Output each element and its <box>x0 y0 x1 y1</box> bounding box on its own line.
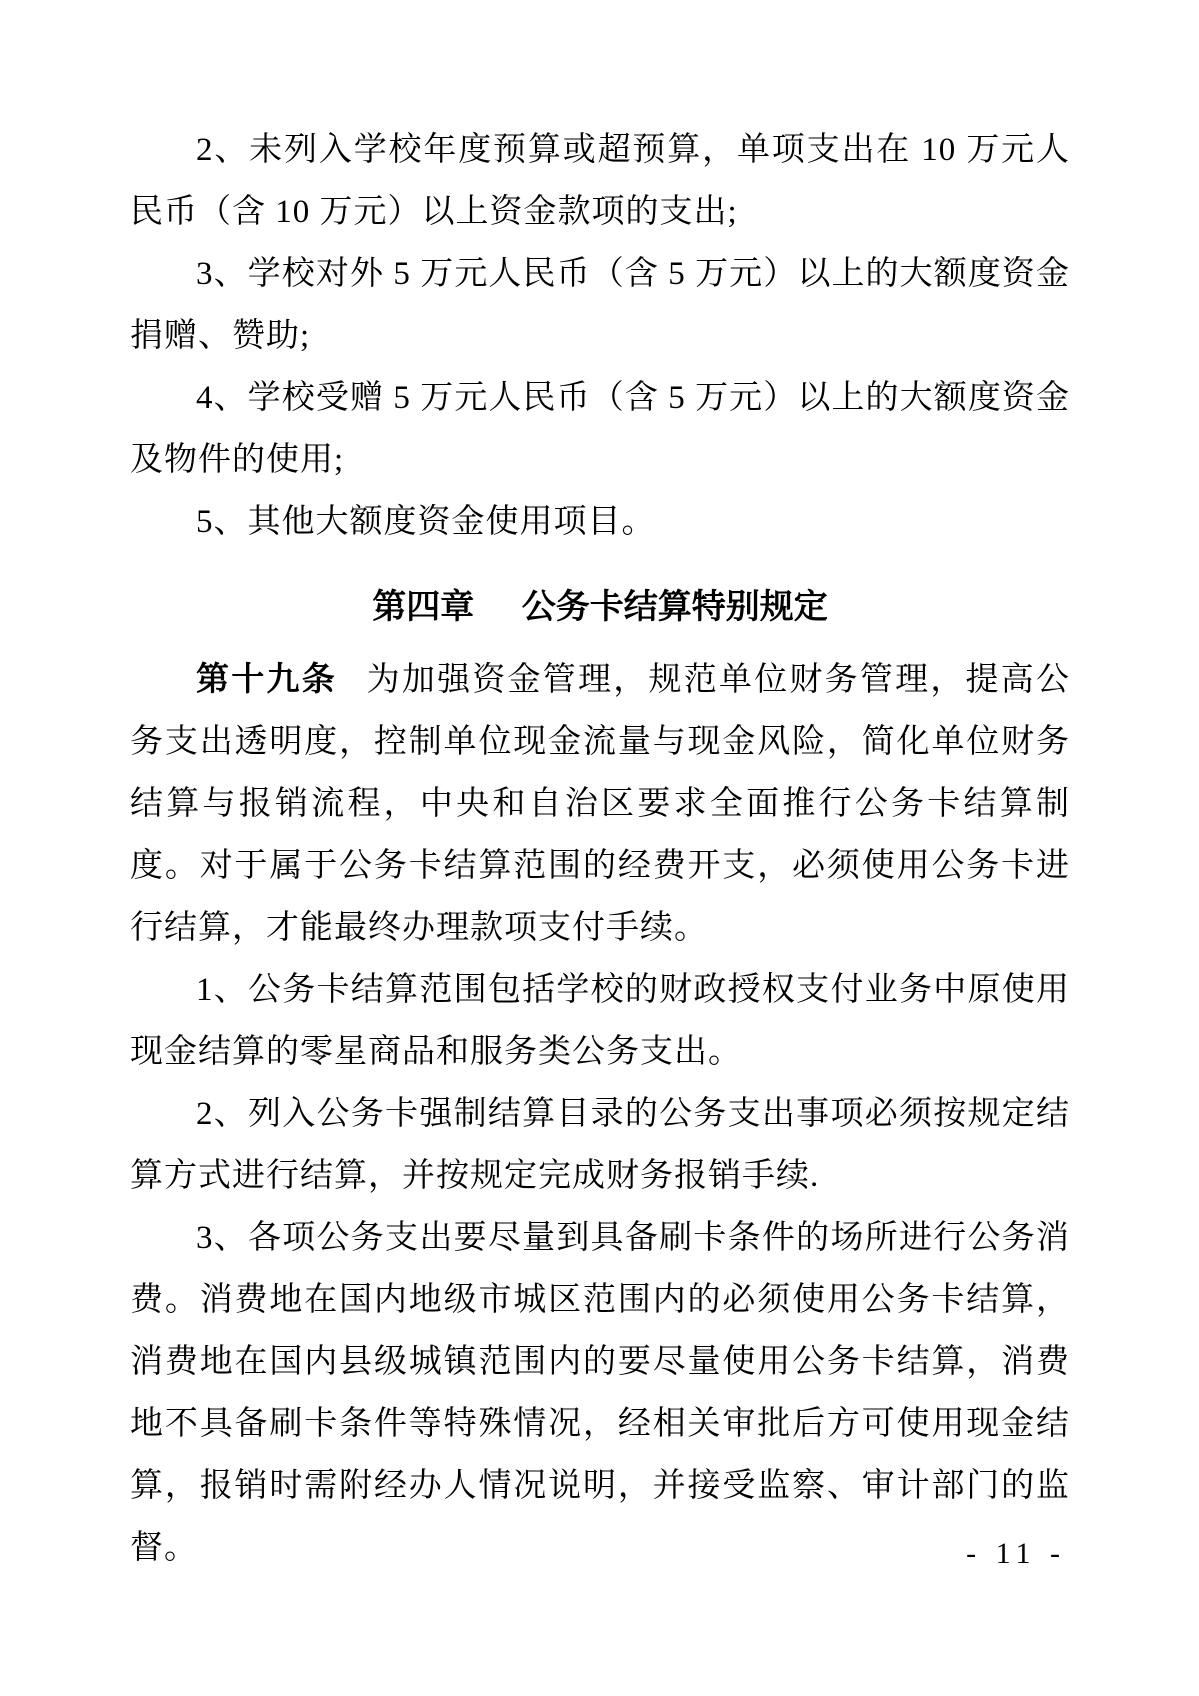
list-item: 2、未列入学校年度预算或超预算，单项支出在 10 万元人民币（含 10 万元）以上资金款项的支出; <box>130 132 1070 230</box>
article-paragraph <box>130 649 1070 959</box>
list-item: 3、学校对外 5 万元人民币（含 5 万元）以上的大额度资金捐赠、赞助; <box>130 256 1070 354</box>
chapter-number: 第四章 <box>372 589 475 626</box>
list-item: 2、列入公务卡强制结算目录的公务支出事项必须按规定结算方式进行结算，并按规定完成财务报销手续. <box>130 1096 1070 1194</box>
list-item: 1、公务卡结算范围包括学校的财政授权支付业务中原使用现金结算的零星商品和服务类公务支出。 <box>130 972 1070 1070</box>
page-number: - 11 - <box>966 1537 1066 1570</box>
chapter-heading <box>130 577 1070 639</box>
document-body <box>130 119 1070 1579</box>
chapter-title: 公务卡结算特别规定 <box>521 589 828 626</box>
list-item: 5、其他大额度资金使用项目。 <box>196 504 656 540</box>
article-text: 为加强资金管理，规范单位财务管理，提高公务支出透明度，控制单位现金流量与现金风险，简化单位财务结算与报销流程，中央和自治区要求全面推行公务卡结算制度。对于属于公务卡结算范围的经费开支，必须使用公务卡进行结算，才能最终办理款项支付手续。 <box>130 662 1071 946</box>
list-item: 4、学校受赠 5 万元人民币（含 5 万元）以上的大额度资金及物件的使用; <box>130 380 1070 478</box>
article-number: 第十九条 <box>196 662 337 698</box>
list-item: 3、各项公务支出要尽量到具备刷卡条件的场所进行公务消费。消费地在国内地级市城区范围内的必须使用公务卡结算，消费地在国内县级城镇范围内的要尽量使用公务卡结算，消费地不具备刷卡条件等特殊情况，经相关审批后方可使用现金结算，报销时需附经办人情况说明，并接受监察、审计部门的监督。 <box>130 1220 1070 1566</box>
